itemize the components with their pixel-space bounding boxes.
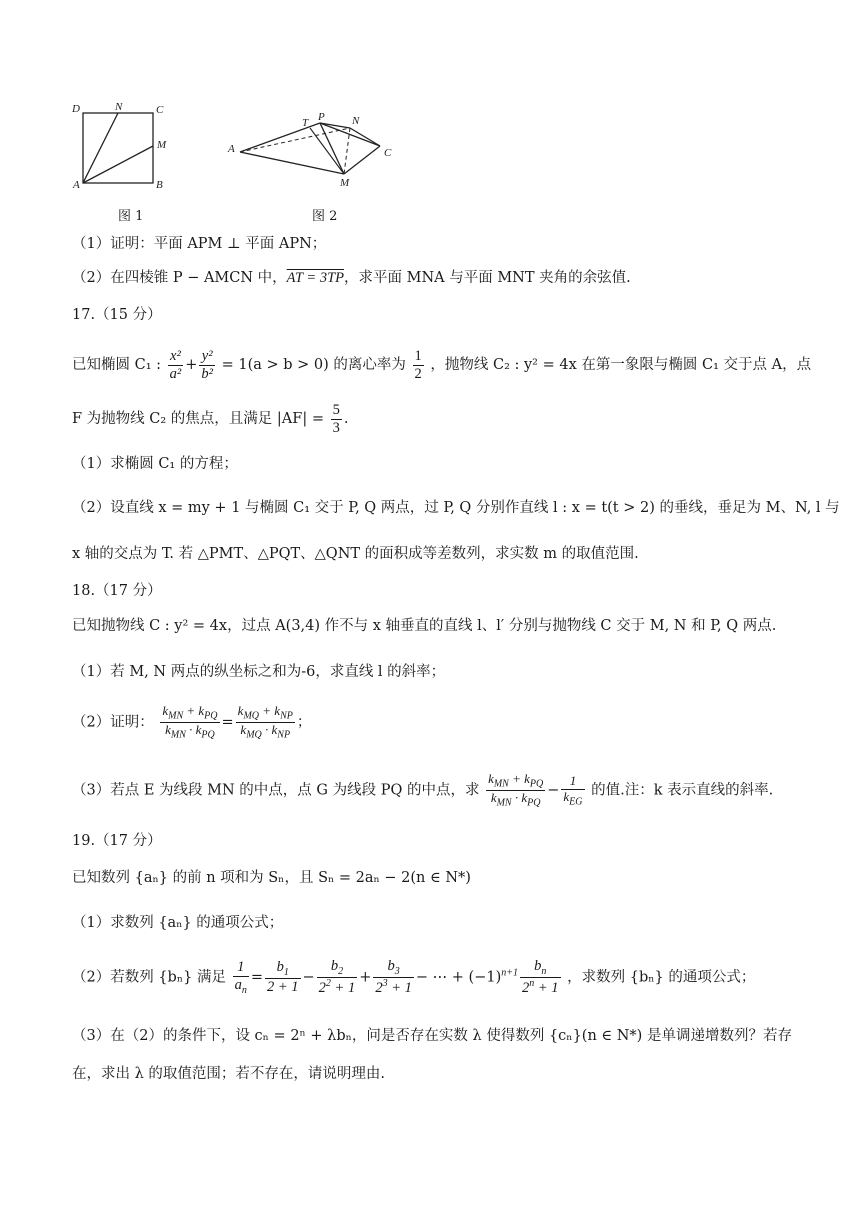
- fig1-label-b: B: [156, 179, 163, 191]
- reciprocal-an: $\frac{1}{a_n}$: [234, 958, 247, 996]
- q18-header: 18.（17 分）: [72, 583, 162, 599]
- q18-part-3: （3）若点 E 为线段 MN 的中点，点 G 为线段 PQ 的中点，求 $\frac{k_{MN} + k_{PQ}}{k_{MN} \cdot k_{PQ}}$ − $\frac{1}{k_{EG}}$ 的值.注：k 表示直线的斜率.: [72, 771, 774, 809]
- fig2-label-t: T: [302, 117, 309, 129]
- figure-2-pyramid-diagram: [222, 108, 402, 193]
- fig1-label-d: D: [72, 103, 80, 115]
- q18-stem: 已知抛物线 C : y² = 4x，过点 A(3,4) 作不与 x 轴垂直的直线 l、l′ 分别与抛物线 C 交于 M, N 和 P, Q 两点.: [72, 618, 777, 634]
- slope-ratio-left: $\frac{k_{MN} + k_{PQ}}{k_{MN} \cdot k_{PQ}}$: [162, 703, 218, 741]
- fig2-label-m: M: [340, 177, 350, 189]
- ellipse-y-term: $\frac{\text{y²}}{\text{b²}}$: [201, 348, 213, 382]
- q19-part-2: （2）若数列 {bₙ} 满足 $\frac{1}{a_n}$ = $\frac{b_1}{2 + 1}$ − $\frac{b_2}{2^2 + 1}$ + $\frac{b_3}{2^3 + 1}$ − ⋯ + $(-1)^{n+1}$ $\frac{b_n}{2^n + 1}$ ，求数列 {bₙ} 的通项公式；: [72, 958, 756, 997]
- q17-stem-line-2: F 为抛物线 C₂ 的焦点，且满足 |AF| = $\frac{5}{3}$ .: [72, 402, 349, 436]
- q18-part-2: （2）证明： $\frac{k_{MN} + k_{PQ}}{k_{MN} \cdot k_{PQ}}$ = $\frac{k_{MQ} + k_{NP}}{k_{MQ} \cdot k_{NP}}$ ；: [72, 703, 312, 741]
- figure-1-square-diagram: [68, 98, 178, 193]
- reciprocal-slope-eg: $\frac{1}{k_{EG}}$: [563, 772, 583, 808]
- af-length-fraction: $\frac{5}{3}$: [332, 402, 340, 436]
- fig1-label-n: N: [115, 101, 123, 113]
- figure-2-caption: 图 2: [312, 209, 338, 224]
- q19-stem: 已知数列 {aₙ} 的前 n 项和为 Sₙ，且 Sₙ = 2aₙ − 2(n ∈ N*): [72, 870, 471, 886]
- term-b1: $\frac{b_1}{2 + 1}$: [266, 958, 299, 996]
- q19-part-1: （1）求数列 {aₙ} 的通项公式；: [72, 915, 284, 931]
- q17-part-1: （1）求椭圆 C₁ 的方程；: [72, 456, 238, 472]
- q19-part-3-line-1: （3）在（2）的条件下，设 cₙ = 2ⁿ + λbₙ，问是否存在实数 λ 使得数列 {cₙ}(n ∈ N*) 是单调递增数列？若存: [72, 1028, 792, 1044]
- figure-1-caption: 图 1: [118, 209, 144, 224]
- fig1-label-m: M: [157, 139, 167, 151]
- fig2-label-a: A: [228, 143, 235, 155]
- fig2-label-p: P: [318, 111, 325, 123]
- slope-ratio-right: $\frac{k_{MQ} + k_{NP}}{k_{MQ} \cdot k_{NP}}$: [237, 703, 293, 741]
- q18-part-1: （1）若 M, N 两点的纵坐标之和为-6，求直线 l 的斜率；: [72, 664, 446, 680]
- q17-part-2-line-1: （2）设直线 x = my + 1 与椭圆 C₁ 交于 P, Q 两点，过 P, Q 分别作直线 l : x = t(t > 2) 的垂线，垂足为 M、N, l 与: [72, 500, 840, 516]
- q17-stem-line-1: 已知椭圆 C₁ : $\frac{\text{x²}}{\text{a²}}$ + $\frac{\text{y²}}{\text{b²}}$ = 1(a > b > 0) 的离心率为 $\frac{1}{2}$ ，抛物线 C₂ : y² = 4x 在第一象限与椭圆 C₁ 交于点 A，点: [72, 348, 812, 382]
- fig2-label-n: N: [352, 115, 360, 127]
- term-b3: $\frac{b_3}{2^3 + 1}$: [375, 958, 412, 997]
- q19-header: 19.（17 分）: [72, 833, 162, 849]
- q16-part-2: （2）在四棱锥 P − AMCN 中，AT = 3TP，求平面 MNA 与平面 MNT 夹角的余弦值.: [72, 270, 631, 286]
- q17-part-2-line-2: x 轴的交点为 T. 若 △PMT、△PQT、△QNT 的面积成等差数列，求实数 m 的取值范围.: [72, 546, 639, 562]
- q16-part-1: （1）证明：平面 APM ⊥ 平面 APN；: [72, 236, 327, 252]
- eccentricity-fraction: $\frac{1}{2}$: [414, 348, 422, 382]
- vector-relation: AT = 3TP: [286, 270, 344, 286]
- slope-ratio-expression: $\frac{k_{MN} + k_{PQ}}{k_{MN} \cdot k_{PQ}}$: [488, 771, 544, 809]
- q19-part-3-line-2: 在，求出 λ 的取值范围；若不存在，请说明理由.: [72, 1066, 386, 1082]
- fig1-label-a: A: [73, 179, 80, 191]
- q17-header: 17.（15 分）: [72, 307, 162, 323]
- term-bn: $\frac{b_n}{2^n + 1}$: [522, 958, 559, 997]
- fig2-label-c: C: [384, 147, 392, 159]
- fig1-label-c: C: [156, 104, 164, 116]
- ellipse-x-term: $\frac{\text{x²}}{\text{a²}}$: [169, 348, 182, 382]
- term-b2: $\frac{b_2}{2^2 + 1}$: [318, 958, 356, 997]
